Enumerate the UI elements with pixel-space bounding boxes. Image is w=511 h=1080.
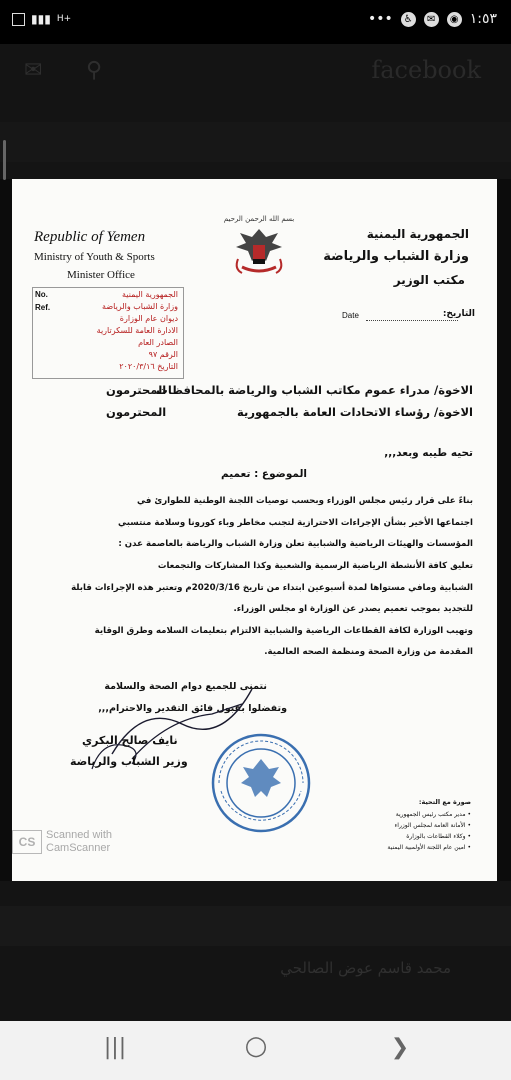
basmala: بسم الله الرحمن الرحيم: [223, 215, 295, 223]
ref-line-7: التاريخ ٢٠٢٠/٣/١٦: [119, 362, 178, 371]
date-dotted-line: [366, 320, 458, 321]
date-label-ar: التاريخ:: [442, 309, 475, 319]
ref-line-6: الرقم ٩٧: [148, 350, 178, 359]
cc-item-2: • الأمانة العامة لمجلس الوزراء: [394, 822, 471, 829]
clock: ١:٥٣: [469, 11, 497, 27]
camscanner-watermark: [12, 829, 112, 855]
search-icon-dim: ⚲: [86, 58, 103, 83]
signal-icon: ▮▮▮: [31, 12, 51, 26]
camscanner-text: [46, 829, 112, 855]
cc-title: صورة مع التحية:: [418, 798, 471, 806]
body-line-3: المؤسسات والهيئات الرياضية والشبابية تعلن وزارة الشباب والرياضة بالعاصمة عدن :: [118, 539, 473, 549]
date-label-en: Date: [342, 311, 359, 320]
addressee-1: الاخوة/ مدراء عموم مكاتب الشباب والرياضة بالمحافظات: [156, 383, 473, 397]
header-en-title: Republic of Yemen: [34, 229, 146, 245]
body-line-8: المقدمة من وزارة الصحة ومنظمة الصحه العالمية.: [264, 647, 473, 657]
recents-button[interactable]: |||: [103, 1035, 127, 1060]
body-line-6: للتجديد بموجب تعميم يصدر عن الوزارة او مجلس الوزراء.: [233, 604, 473, 614]
background-bar-lower: [0, 906, 511, 946]
cc-item-1: • مدير مكتب رئيس الجمهورية: [395, 811, 471, 818]
ref-line-2: وزارة الشباب والرياضة: [102, 302, 178, 311]
official-stamp-icon: [207, 729, 315, 837]
more-notifications: •••: [367, 11, 393, 27]
subject: الموضوع : تعميم: [220, 468, 307, 480]
status-left: [12, 12, 71, 26]
image-notification-icon: [12, 13, 25, 26]
signatory-name: نايف صالح البكري: [82, 734, 178, 747]
accessibility-icon: ♿: [401, 12, 416, 27]
ref-line-1: الجمهورية اليمنية: [121, 290, 178, 299]
respect-2: المحترمون: [106, 405, 167, 419]
camscanner-line-1: Scanned with: [46, 829, 113, 841]
background-app-lower: [0, 881, 511, 1021]
network-type: H+: [56, 14, 72, 24]
vpn-icon: ◉: [447, 12, 462, 27]
ref-line-4: الادارة العامة للسكرتارية: [96, 326, 178, 335]
header-en-office: Minister Office: [67, 269, 135, 281]
navigation-bar: [0, 1021, 511, 1080]
background-bar: [0, 122, 511, 162]
status-right: [368, 11, 497, 27]
body-line-4: تعليق كافة الأنشطة الرياضية الرسمية والشعبية وكذا المشاركات والتجمعات: [157, 561, 473, 571]
body-line-5: الشبابية ومافي مستواها لمدة أسبوعين ابتداء من تاريخ 2020/3/16م وتعتبر هذه الإجراءات قابلة: [71, 583, 473, 593]
messenger-icon: ✉: [424, 12, 439, 27]
ref-line-3: ديوان عام الوزارة: [119, 314, 178, 323]
signatory-title: وزير الشباب والرياضة: [70, 755, 188, 768]
header-ar-ministry: وزارة الشباب والرياضة: [323, 249, 469, 264]
cc-item-4: • امين عام اللجنة الأولمبية اليمنية: [387, 844, 471, 851]
header-ar-republic: الجمهورية اليمنية: [366, 227, 469, 241]
status-bar: [0, 0, 511, 44]
home-button[interactable]: ○: [244, 1031, 268, 1061]
closing-line-2: وتفضلوا بقبول فائق التقدير والاحترام,,,: [98, 703, 287, 714]
app-title: facebook: [371, 56, 481, 84]
background-app: [0, 44, 511, 179]
background-caption: محمد قاسم عوض الصالحي: [280, 959, 451, 977]
ref-no-label: No.: [35, 290, 48, 299]
greeting: تحيه طيبه وبعد,,,: [384, 447, 473, 459]
cc-item-3: • وكلاء القطاعات بالوزارة: [406, 833, 471, 840]
body-line-7: وتهيب الوزارة لكافة القطاعات الرياضية والشبابية الالتزام بتعليمات السلامه وطرق الوقاية: [94, 626, 473, 636]
camscanner-line-2: CamScanner: [46, 842, 111, 854]
document-image[interactable]: [12, 179, 497, 881]
respect-1: المحترمون: [106, 383, 167, 397]
yemen-emblem-icon: [222, 211, 296, 285]
addressee-2: الاخوة/ رؤساء الاتحادات العامة بالجمهورية: [237, 405, 473, 419]
messenger-icon-dim: ✉: [24, 58, 43, 83]
scroll-indicator: [3, 140, 6, 180]
header-ar-office: مكتب الوزير: [393, 273, 465, 287]
ref-ref-label: Ref.: [35, 303, 51, 312]
header-en-ministry: Ministry of Youth & Sports: [34, 251, 155, 263]
ref-line-5: الصادر العام: [138, 338, 178, 347]
closing-line-1: نتمنى للجميع دوام الصحة والسلامة: [104, 681, 267, 692]
body-line-1: بناءً على قرار رئيس مجلس الوزراء وبحسب توصيات اللجنة الوطنية للطوارئ في: [137, 496, 473, 506]
camscanner-logo-icon: CS: [12, 830, 42, 854]
reference-stamp: [32, 287, 184, 379]
back-button[interactable]: ❯: [390, 1035, 410, 1060]
body-line-2: اجتماعها الأخير بشأن الإجراءات الاحترازية لتجنب مخاطر وباء كورونا وسلامة منتسبي: [118, 518, 473, 528]
